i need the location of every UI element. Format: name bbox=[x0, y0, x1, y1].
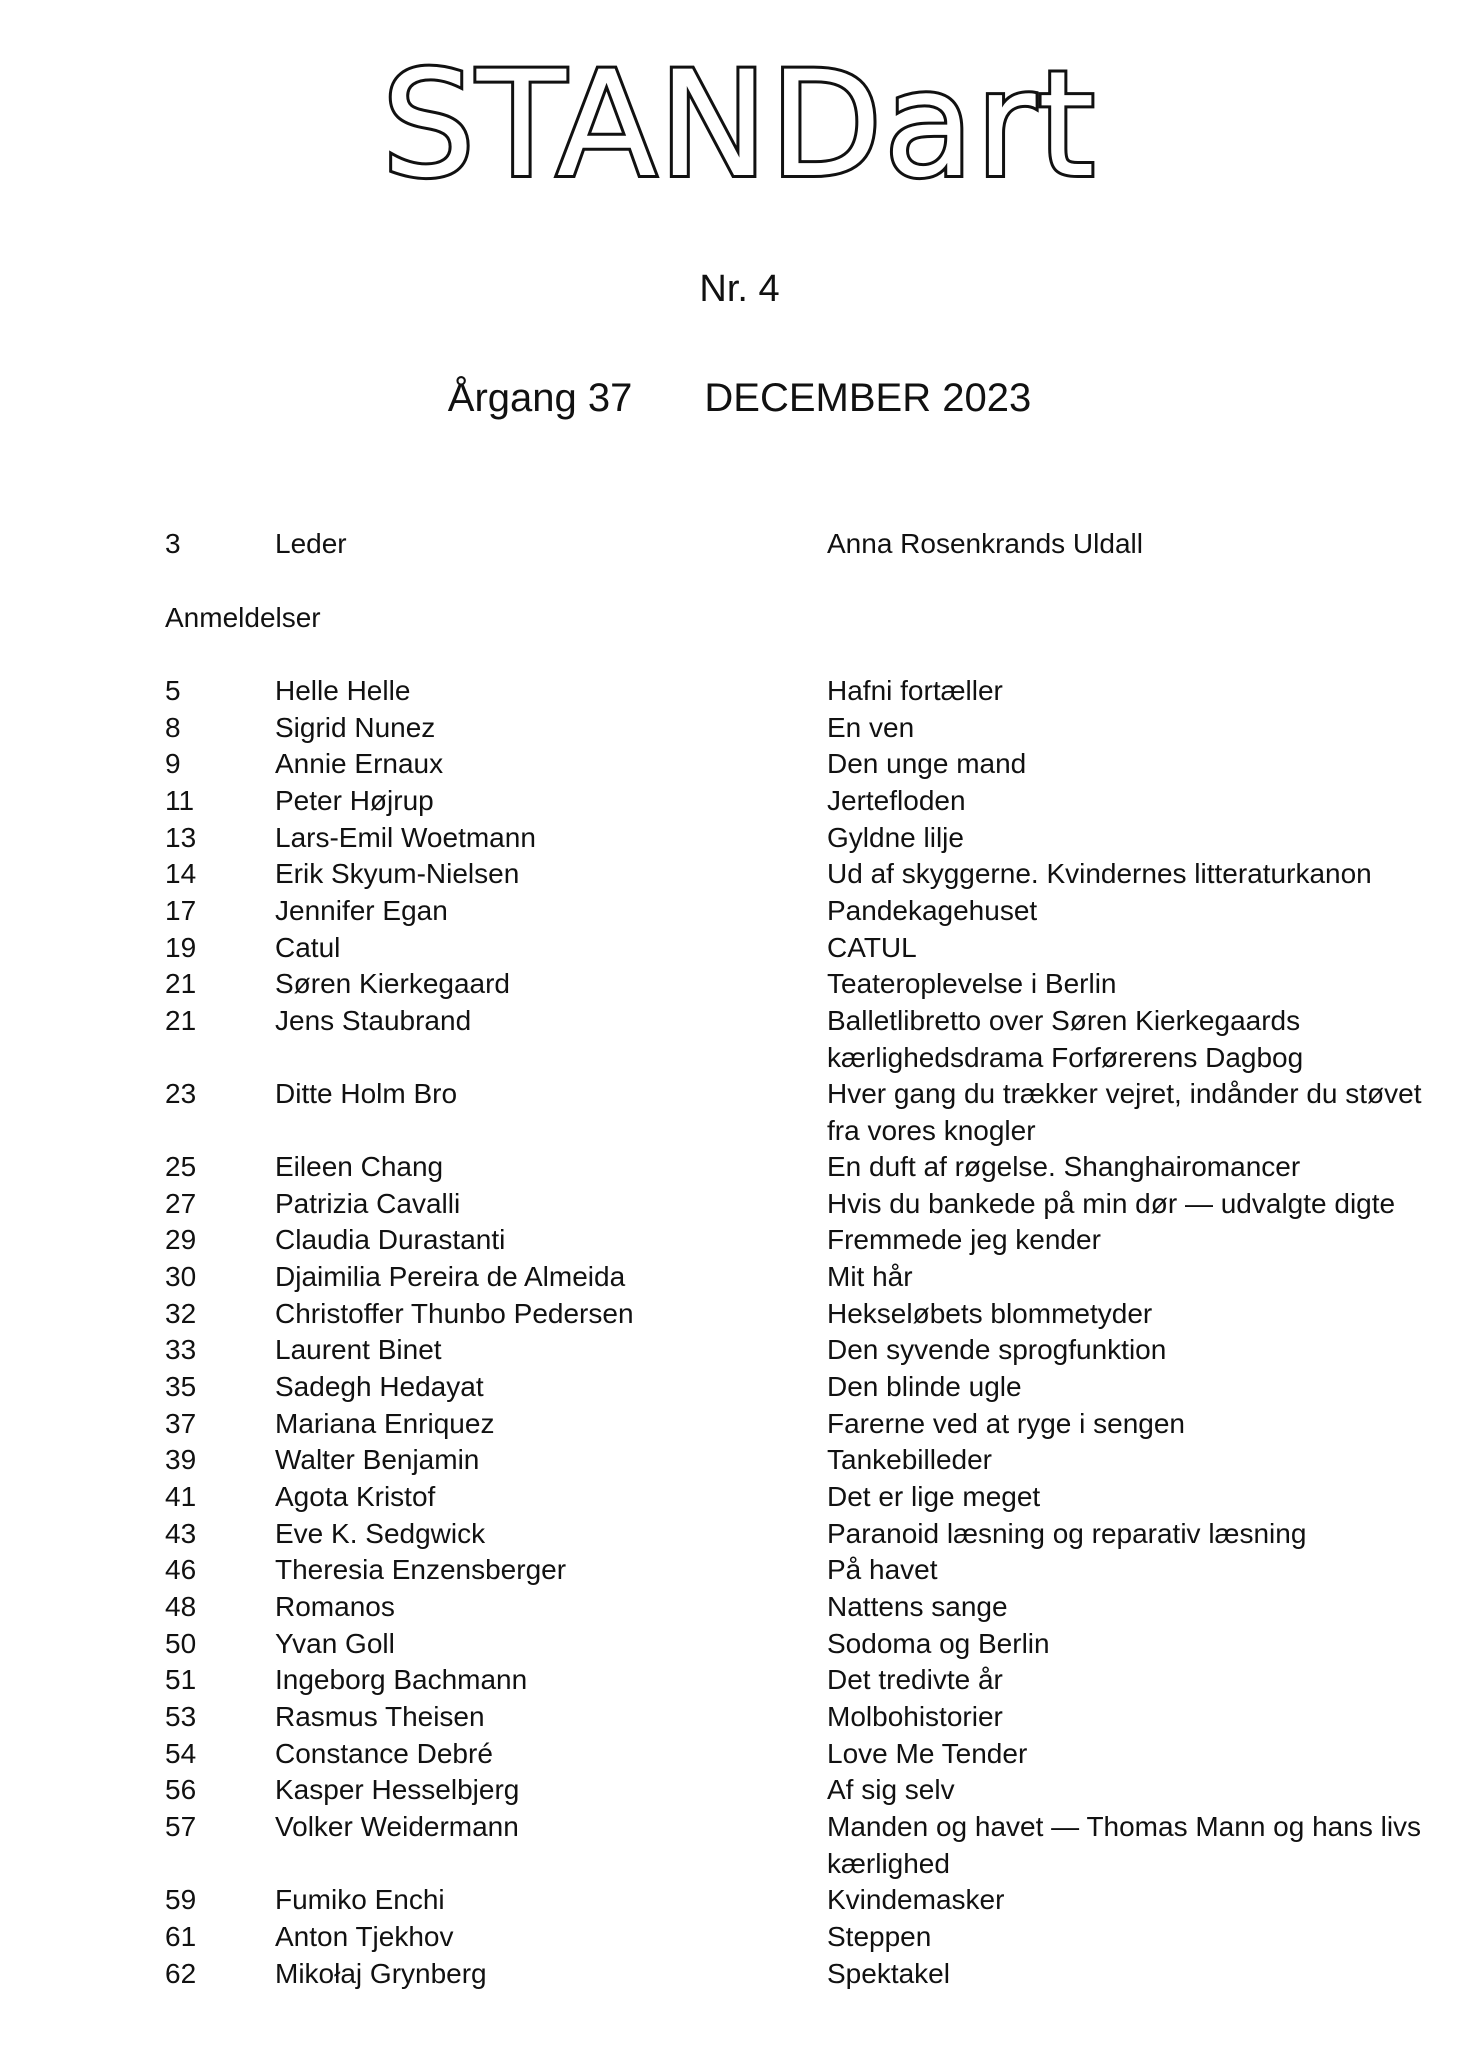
page-number: 39 bbox=[165, 1444, 197, 1475]
book-title: Det tredivte år bbox=[827, 1664, 1003, 1695]
book-title: Sodoma og Berlin bbox=[827, 1628, 1050, 1659]
page-number: 27 bbox=[165, 1188, 197, 1219]
book-title: Tankebilleder bbox=[827, 1444, 992, 1475]
page-number: 8 bbox=[165, 712, 181, 743]
book-title: Af sig selv bbox=[827, 1774, 955, 1805]
book-title: Ud af skyggerne. Kvindernes litteraturkanon bbox=[827, 858, 1372, 889]
author-name: Anton Tjekhov bbox=[275, 1921, 454, 1952]
author-name: Walter Benjamin bbox=[275, 1444, 480, 1475]
author-name: Patrizia Cavalli bbox=[275, 1188, 461, 1219]
page-number: 21 bbox=[165, 1005, 197, 1036]
book-title: En duft af røgelse. Shanghairomancer bbox=[827, 1151, 1301, 1182]
author-name: Claudia Durastanti bbox=[275, 1224, 506, 1255]
book-title: Mit hår bbox=[827, 1261, 913, 1292]
page-number: 37 bbox=[165, 1408, 197, 1439]
book-title: Pandekagehuset bbox=[827, 895, 1038, 926]
page-number: 33 bbox=[165, 1334, 197, 1365]
page-number: 3 bbox=[165, 528, 181, 559]
page-number: 30 bbox=[165, 1261, 197, 1292]
page-number: 48 bbox=[165, 1591, 197, 1622]
author-name: Helle Helle bbox=[275, 675, 411, 706]
author-name: Eileen Chang bbox=[275, 1151, 444, 1182]
volume-label: Årgang 37 bbox=[447, 376, 633, 420]
author-name: Eve K. Sedgwick bbox=[275, 1518, 486, 1549]
author-name: Mikołaj Grynberg bbox=[275, 1958, 487, 1989]
section-heading-reviews: Anmeldelser bbox=[165, 602, 321, 633]
book-title: Manden og havet — Thomas Mann og hans livs kærlighed bbox=[827, 1811, 1422, 1879]
page-number: 59 bbox=[165, 1884, 197, 1915]
section-name: Leder bbox=[275, 528, 347, 559]
author-name: Ditte Holm Bro bbox=[275, 1078, 458, 1109]
author-name: Jennifer Egan bbox=[275, 895, 448, 926]
issue-date: DECEMBER 2023 bbox=[704, 376, 1032, 420]
author-name: Agota Kristof bbox=[275, 1481, 436, 1512]
book-title: Spektakel bbox=[827, 1958, 950, 1989]
page-number: 50 bbox=[165, 1628, 197, 1659]
book-title: Hekseløbets blommetyder bbox=[827, 1298, 1153, 1329]
issue-number: Nr. 4 bbox=[699, 268, 780, 310]
page-number: 19 bbox=[165, 932, 197, 963]
page-number: 25 bbox=[165, 1151, 197, 1182]
page-number: 32 bbox=[165, 1298, 197, 1329]
book-title: På havet bbox=[827, 1554, 938, 1585]
book-title: Hafni fortæller bbox=[827, 675, 1003, 706]
author-name: Peter Højrup bbox=[275, 785, 434, 816]
page-number: 62 bbox=[165, 1958, 197, 1989]
page-number: 43 bbox=[165, 1518, 197, 1549]
author-name: Søren Kierkegaard bbox=[275, 968, 511, 999]
author-name: Christoffer Thunbo Pedersen bbox=[275, 1298, 634, 1329]
page-number: 17 bbox=[165, 895, 197, 926]
author-name: Sadegh Hedayat bbox=[275, 1371, 484, 1402]
author-name: Volker Weidermann bbox=[275, 1811, 519, 1842]
page-number: 57 bbox=[165, 1811, 197, 1842]
author-name: Jens Staubrand bbox=[275, 1005, 472, 1036]
book-title: Den unge mand bbox=[827, 748, 1027, 779]
author-name: Sigrid Nunez bbox=[275, 712, 436, 743]
author-name: Kasper Hesselbjerg bbox=[275, 1774, 520, 1805]
author-name: Laurent Binet bbox=[275, 1334, 442, 1365]
page-number: 56 bbox=[165, 1774, 197, 1805]
author-name: Ingeborg Bachmann bbox=[275, 1664, 528, 1695]
author-name: Mariana Enriquez bbox=[275, 1408, 495, 1439]
book-title: Hver gang du trækker vejret, indånder du støvet fra vores knogler bbox=[827, 1078, 1422, 1146]
book-title: Paranoid læsning og reparativ læsning bbox=[827, 1518, 1307, 1549]
author-name: Fumiko Enchi bbox=[275, 1884, 445, 1915]
volume-line bbox=[0, 378, 1479, 418]
book-title: Nattens sange bbox=[827, 1591, 1008, 1622]
editor-name: Anna Rosenkrands Uldall bbox=[827, 528, 1143, 559]
author-name: Constance Debré bbox=[275, 1738, 493, 1769]
author-name: Yvan Goll bbox=[275, 1628, 395, 1659]
book-title: Jertefloden bbox=[827, 785, 966, 816]
page-number: 53 bbox=[165, 1701, 197, 1732]
page-number: 13 bbox=[165, 822, 197, 853]
page-number: 41 bbox=[165, 1481, 197, 1512]
author-name: Rasmus Theisen bbox=[275, 1701, 485, 1732]
book-title: Gyldne lilje bbox=[827, 822, 964, 853]
book-title: Teateroplevelse i Berlin bbox=[827, 968, 1117, 999]
author-name: Theresia Enzensberger bbox=[275, 1554, 567, 1585]
page-number: 14 bbox=[165, 858, 197, 889]
page-number: 54 bbox=[165, 1738, 197, 1769]
author-name: Catul bbox=[275, 932, 341, 963]
book-title: Den blinde ugle bbox=[827, 1371, 1022, 1402]
page-number: 61 bbox=[165, 1921, 197, 1952]
book-title: Det er lige meget bbox=[827, 1481, 1041, 1512]
book-title: Love Me Tender bbox=[827, 1738, 1028, 1769]
page-number: 29 bbox=[165, 1224, 197, 1255]
book-title: CATUL bbox=[827, 932, 917, 963]
page-number: 5 bbox=[165, 675, 181, 706]
page-number: 9 bbox=[165, 748, 181, 779]
author-name: Romanos bbox=[275, 1591, 395, 1622]
book-title: Fremmede jeg kender bbox=[827, 1224, 1101, 1255]
author-name: Lars-Emil Woetmann bbox=[275, 822, 536, 853]
book-title: Steppen bbox=[827, 1921, 932, 1952]
book-title: Molbohistorier bbox=[827, 1701, 1003, 1732]
author-name: Erik Skyum-Nielsen bbox=[275, 858, 520, 889]
page-number: 23 bbox=[165, 1078, 197, 1109]
author-name: Djaimilia Pereira de Almeida bbox=[275, 1261, 626, 1292]
page-number: 11 bbox=[165, 785, 195, 816]
page-number: 35 bbox=[165, 1371, 197, 1402]
book-title: Den syvende sprogfunktion bbox=[827, 1334, 1167, 1365]
author-name: Annie Ernaux bbox=[275, 748, 444, 779]
book-title: Kvindemasker bbox=[827, 1884, 1005, 1915]
page-number: 51 bbox=[165, 1664, 197, 1695]
page-number: 46 bbox=[165, 1554, 197, 1585]
book-title: Hvis du bankede på min dør — udvalgte digte bbox=[827, 1188, 1396, 1219]
book-title: Balletlibretto over Søren Kierkegaards kærlighedsdrama Forførerens Dagbog bbox=[827, 1005, 1304, 1073]
magazine-logo: STANDart bbox=[382, 40, 1097, 210]
book-title: Farerne ved at ryge i sengen bbox=[827, 1408, 1185, 1439]
page-number: 21 bbox=[165, 968, 197, 999]
book-title: En ven bbox=[827, 712, 915, 743]
